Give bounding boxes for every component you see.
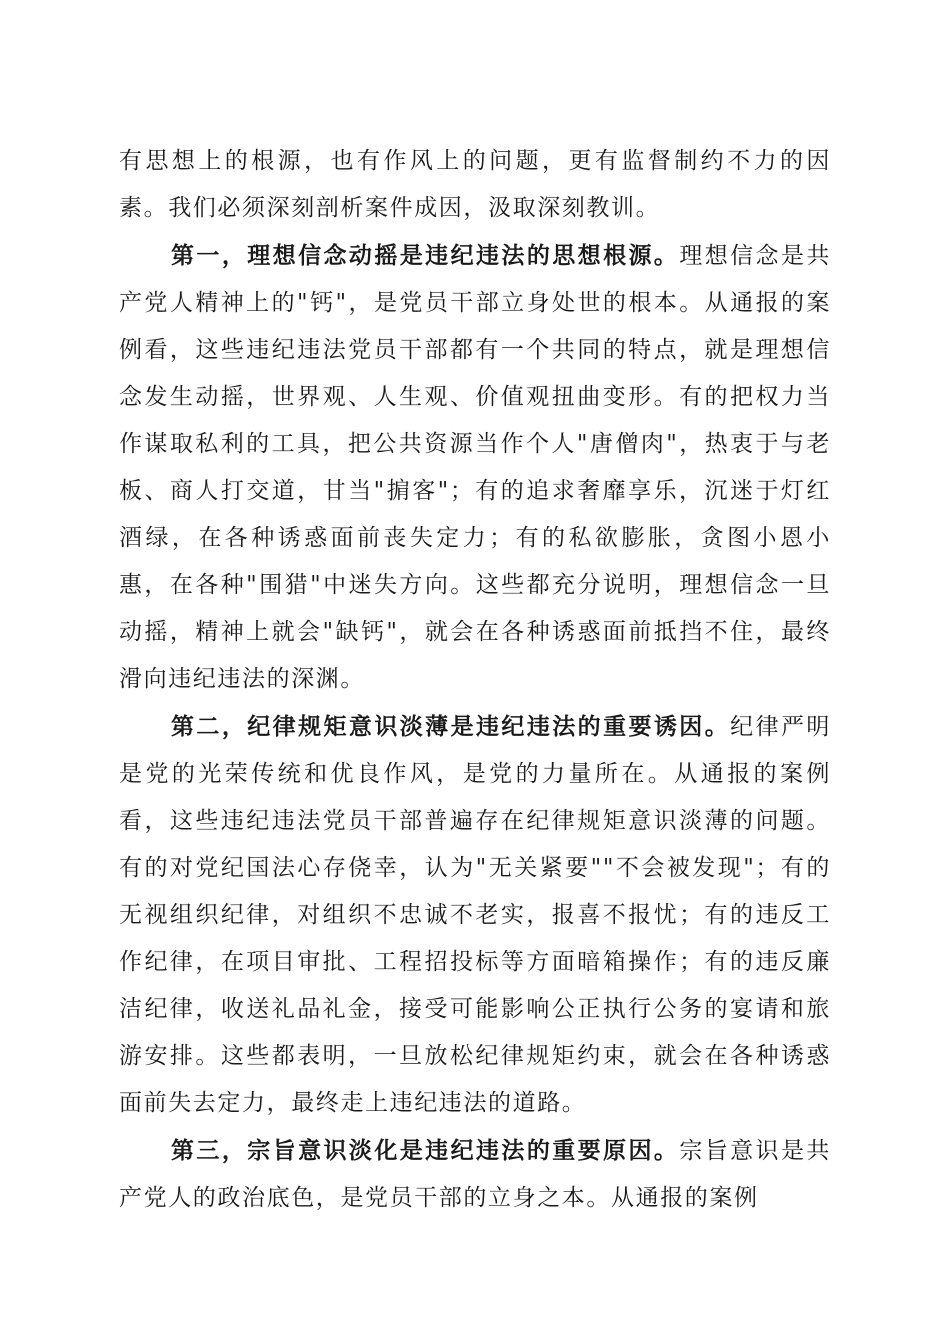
paragraph-text: 宗旨意识是共产党人的政治底色，是党员干部的立身之本。从通报的案例: [119, 1138, 831, 1211]
paragraph-heading: 第二，纪律规矩意识淡薄是违纪违法的重要诱因。: [171, 713, 731, 740]
paragraph-third-point: [119, 1127, 831, 1222]
paragraph-second-point: [119, 703, 831, 1127]
document-body: [119, 138, 831, 1222]
paragraph-heading: 第三，宗旨意识淡化是违纪违法的重要原因。: [171, 1137, 680, 1164]
paragraph-text: 有思想上的根源，也有作风上的问题，更有监督制约不力的因素。我们必须深刻剖析案件成因，汲取深刻教训。: [119, 148, 831, 221]
paragraph-heading: 第一，理想信念动摇是违纪违法的思想根源。: [171, 242, 680, 269]
paragraph-continuation: [119, 138, 831, 232]
paragraph-text: 理想信念是共产党人精神上的"钙"，是党员干部立身处世的根本。从通报的案例看，这些违纪违法党员干部都有一个共同的特点，就是理想信念发生动摇，世界观、人生观、价值观扭曲变形。有的把权力当作谋取私利的工具，把公共资源当作个人"唐僧肉"，热衷于与老板、商人打交道，甘当"掮客"；有的追求奢靡享乐，沉迷于灯红酒绿，在各种诱惑面前丧失定力；有的私欲膨胀，贪图小恩小惠，在各种"围猎"中迷失方向。这些都充分说明，理想信念一旦动摇，精神上就会"缺钙"，就会在各种诱惑面前抵挡不住，最终滑向违纪违法的深渊。: [119, 243, 831, 692]
paragraph-first-point: [119, 232, 831, 703]
paragraph-text: 纪律严明是党的光荣传统和优良作风，是党的力量所在。从通报的案例看，这些违纪违法党员干部普遍存在纪律规矩意识淡薄的问题。有的对党纪国法心存侥幸，认为"无关紧要""不会被发现"；有的无视组织纪律，对组织不忠诚不老实，报喜不报忧；有的违反工作纪律，在项目审批、工程招投标等方面暗箱操作；有的违反廉洁纪律，收送礼品礼金，接受可能影响公正执行公务的宴请和旅游安排。这些都表明，一旦放松纪律规矩约束，就会在各种诱惑面前失去定力，最终走上违纪违法的道路。: [119, 714, 832, 1116]
